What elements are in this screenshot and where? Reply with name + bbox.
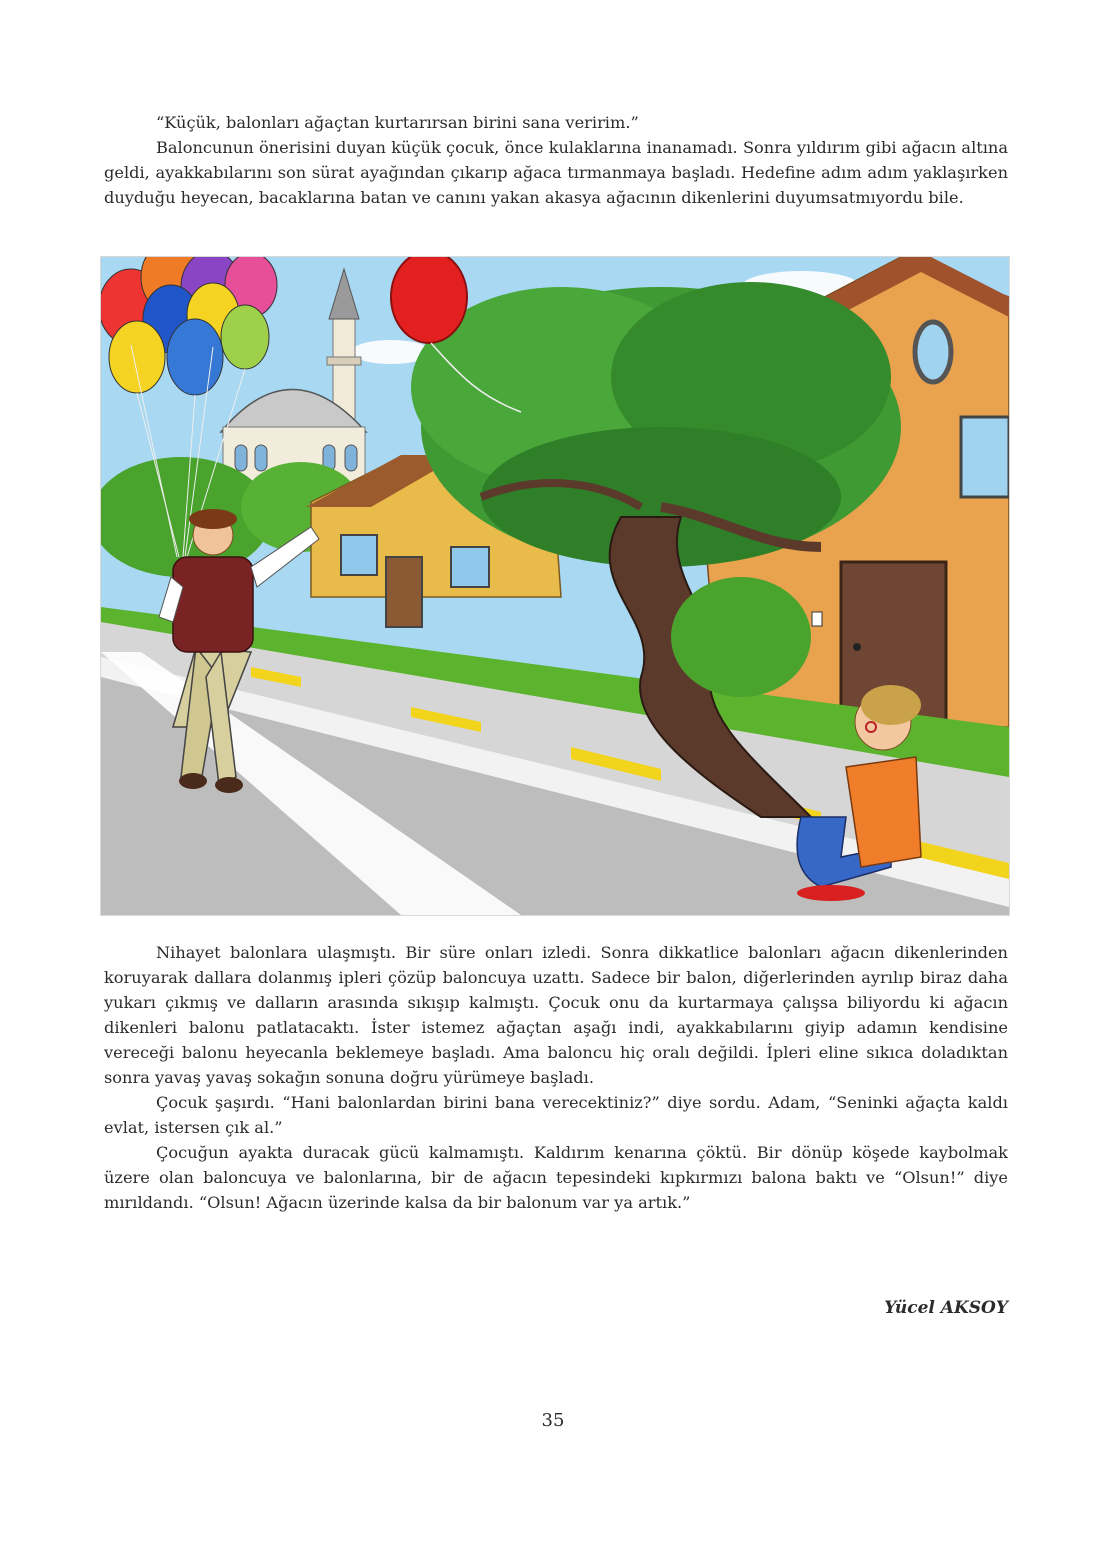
- paragraph: Çocuğun ayakta duracak gücü kalmamıştı. Kaldırım kenarına çöktü. Bir dönüp köşede kaybolmak üzere olan baloncuya ve balonlarına, bir de ağacın tepesindeki kıpkırmızı balona baktı ve “Olsun!” diye mırıldandı. “Olsun! Ağacın üzerinde kalsa da bir balonum var ya artık.”: [104, 1143, 1008, 1212]
- paragraph: Nihayet balonlara ulaşmıştı. Bir süre onları izledi. Sonra dikkatlice balonları ağacın dikenlerinden koruyarak dallara dolanmış ipleri çözüp baloncuya uzattı. Sadece bir balon, diğerlerinden ayrılıp biraz daha yukarı çıkmış ve dalların arasında sıkışıp kalmıştı. Çocuk onu da kurtarmaya çalışsa biliyordu ki ağacın dikenleri balonu patlatacaktı. İster istemez ağaçtan aşağı indi, ayakkabılarını giyip adamın kendisine vereceği balonu heyecanla beklemeye başladı. Ama baloncu hiç oralı değildi. İpleri eline sıkıca doladıktan sonra yavaş yavaş sokağın sonuna doğru yürümeye başladı.: [104, 943, 1008, 1087]
- story-text-top: [104, 110, 1008, 210]
- paragraph: “Küçük, balonları ağaçtan kurtarırsan birini sana veririm.”: [156, 113, 639, 132]
- page-number: 35: [541, 1410, 565, 1431]
- red-balloon: [391, 257, 467, 343]
- story-text-bottom: [104, 940, 1008, 1215]
- author-name: Yücel AKSOY: [884, 1298, 1008, 1318]
- paragraph: Çocuk şaşırdı. “Hani balonlardan birini bana verecektiniz?” diye sordu. Adam, “Seninki ağaçta kaldı evlat, istersen çık al.”: [104, 1093, 1008, 1137]
- story-illustration: [100, 256, 1010, 916]
- paragraph: Baloncunun önerisini duyan küçük çocuk, önce kulaklarına inanamadı. Sonra yıldırım gibi ağacın altına geldi, ayakkabılarını son sürat ayağından çıkarıp ağaca tırmanmaya başladı. Hedefine adım adım yaklaşırken duyduğu heyecan, bacaklarına batan ve canını yakan akasya ağacının dikenlerini duyumsatmıyordu bile.: [104, 138, 1008, 207]
